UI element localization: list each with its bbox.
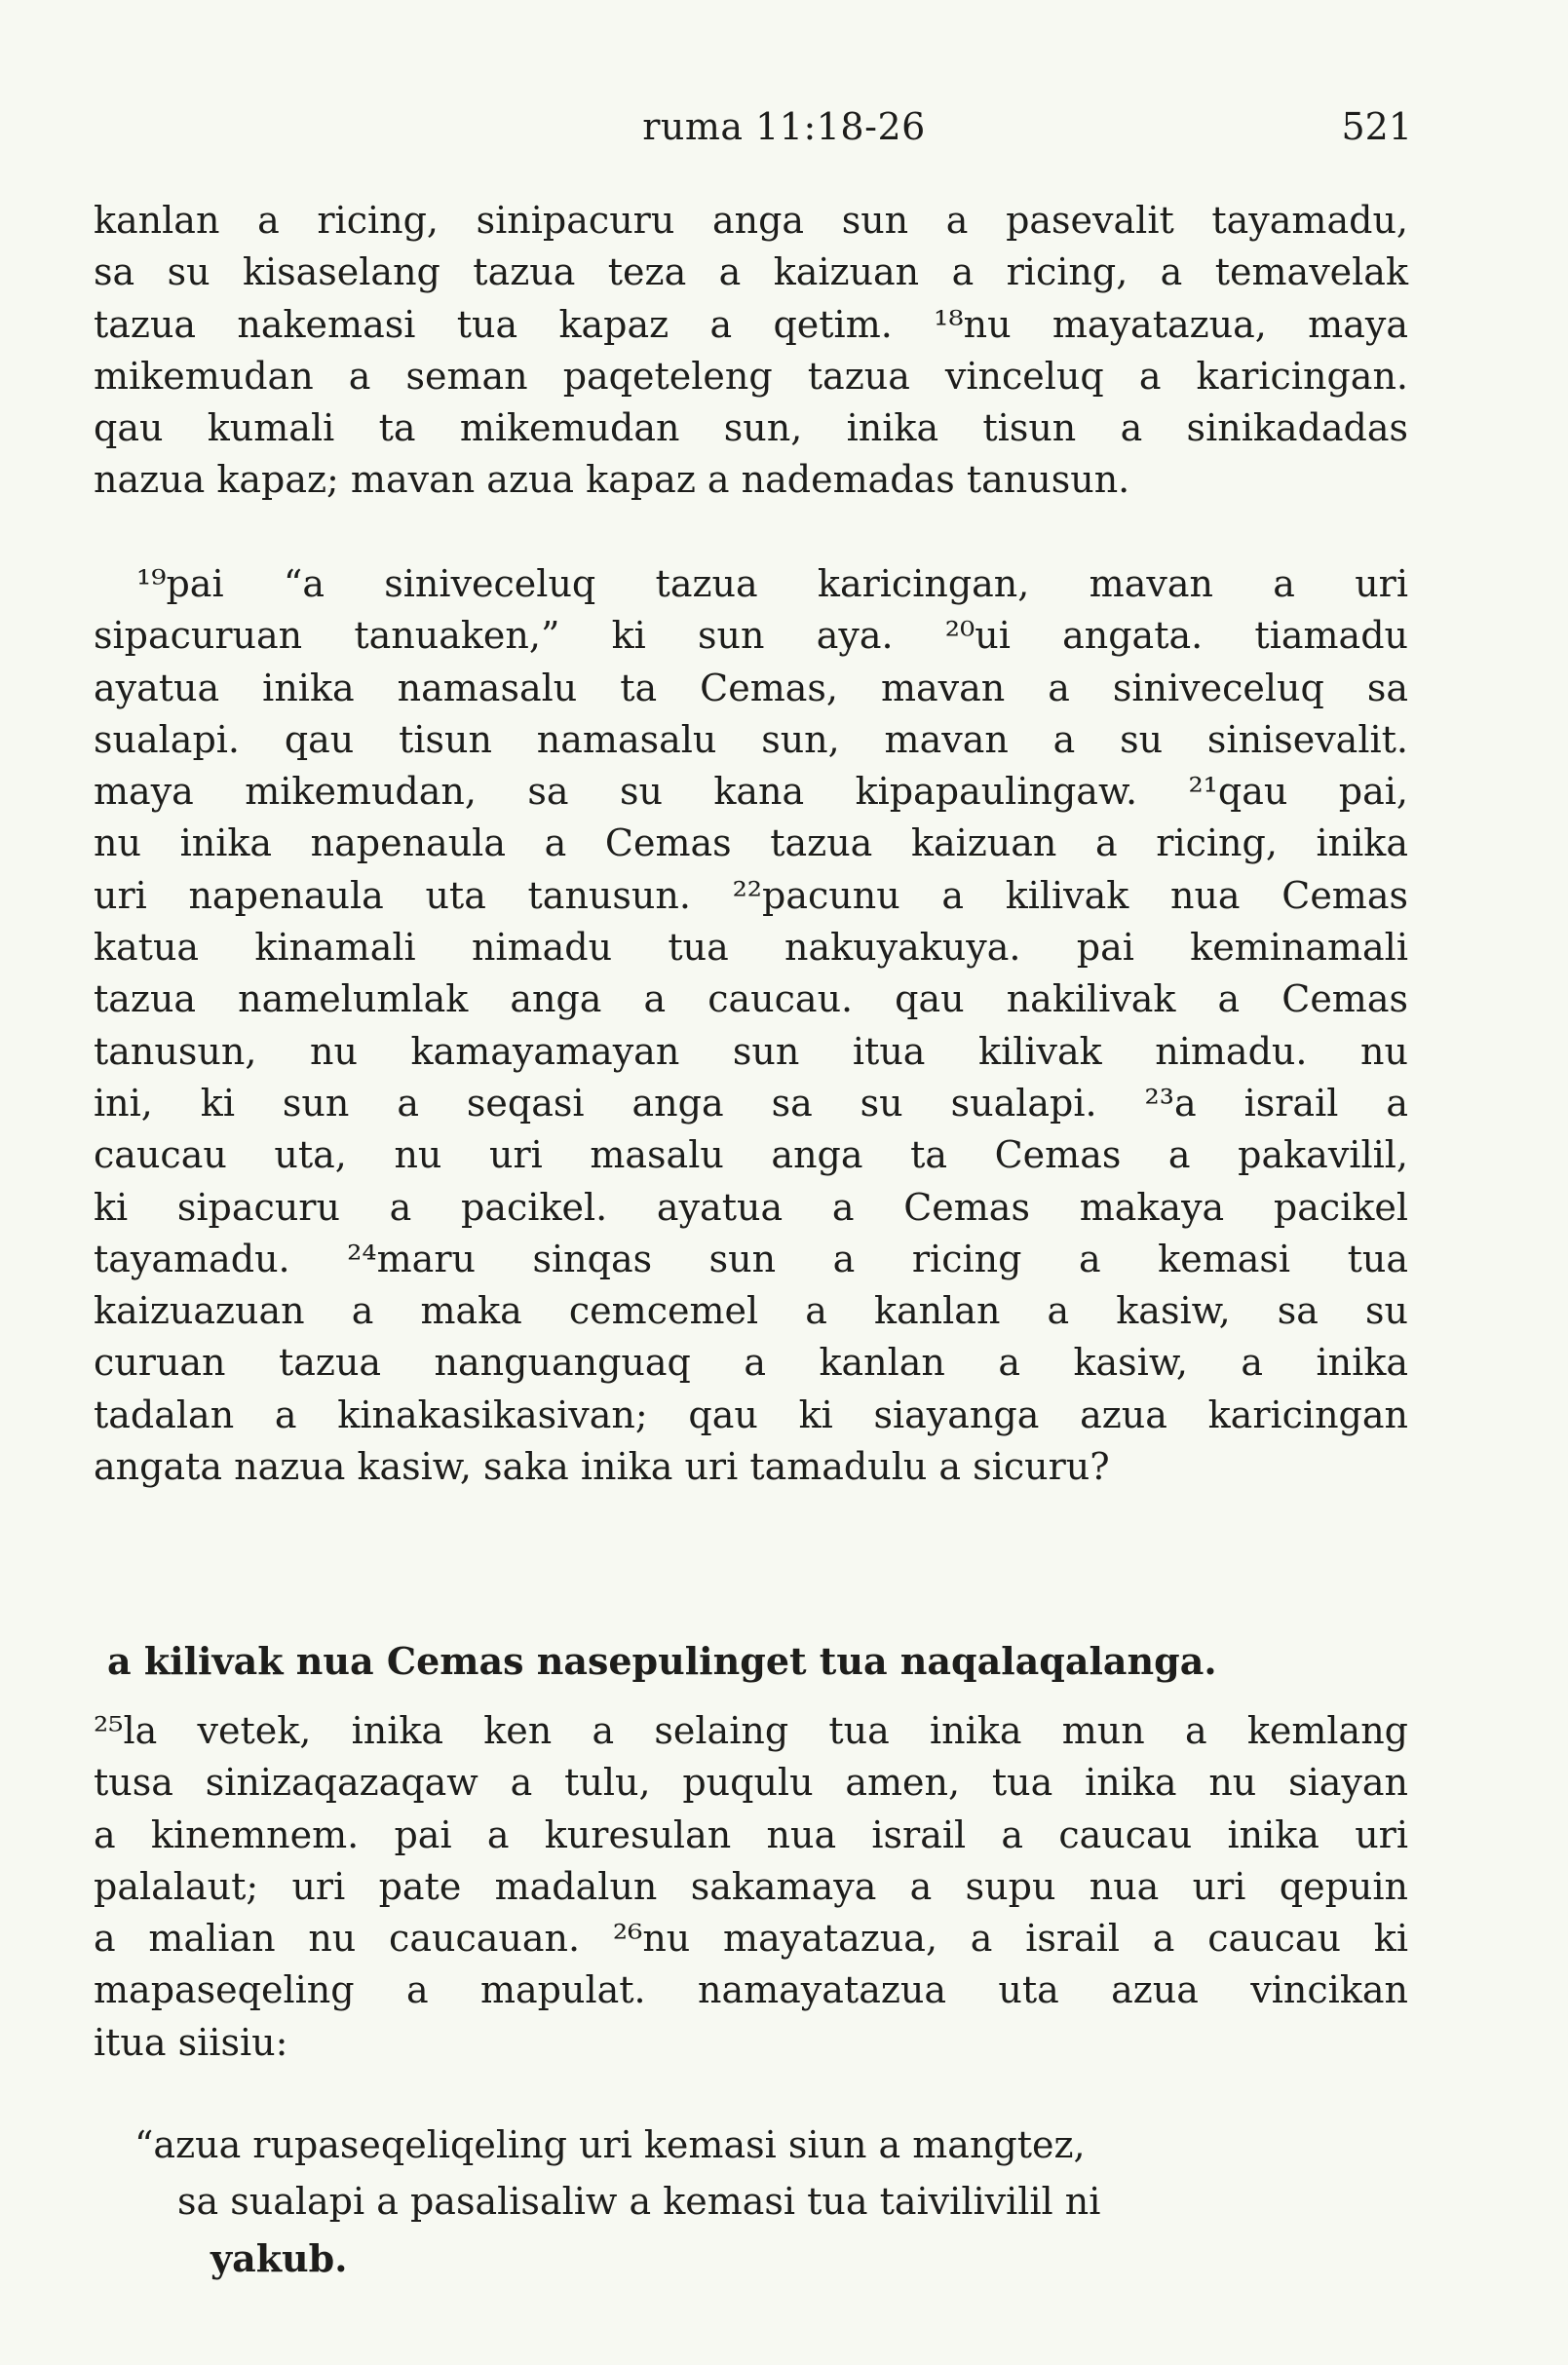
text-line: katua kinamali nimadu tua nakuyakuya. pai keminamali <box>94 926 1408 970</box>
text-line: ki sipacuru a pacikel. ayatua a Cemas makaya pacikel <box>94 1185 1408 1229</box>
text-line: mapaseqeling a mapulat. namayatazua uta azua vincikan <box>94 1968 1408 2012</box>
text-line: ayatua inika namasalu ta Cemas, mavan a siniveceluq sa <box>94 666 1408 709</box>
text-line: ²⁵la vetek, inika ken a selaing tua inika mun a kemlang <box>94 1709 1408 1752</box>
poetry-block <box>94 2119 1408 2305</box>
text-line: tayamadu. ²⁴maru sinqas sun a ricing a kemasi tua <box>94 1237 1408 1280</box>
text-line: tazua namelumlak anga a caucau. qau nakilivak a Cemas <box>94 977 1408 1021</box>
paragraph-1 <box>94 195 1408 507</box>
text-line: palalaut; uri pate madalun sakamaya a supu nua uri qepuin <box>94 1864 1408 1908</box>
text-line: mikemudan a seman paqeteleng tazua vinceluq a karicingan. <box>94 354 1408 398</box>
text-line: ¹⁹pai “a siniveceluq tazua karicingan, mavan a uri <box>136 562 1408 605</box>
running-head: ruma 11:18-26 <box>642 105 926 148</box>
text-line: itua siisiu: <box>94 2020 288 2064</box>
text-line: tadalan a kinakasikasivan; qau ki siayanga azua karicingan <box>94 1392 1408 1436</box>
paragraph-2 <box>94 558 1408 1493</box>
text-line: tanusun, nu kamayamayan sun itua kilivak nimadu. nu <box>94 1029 1408 1073</box>
text-line: tusa sinizaqazaqaw a tulu, puqulu amen, tua inika nu siayan <box>94 1761 1408 1805</box>
text-line: ini, ki sun a seqasi anga sa su sualapi. ²³a israil a <box>94 1081 1408 1125</box>
text-line: tazua nakemasi tua kapaz a qetim. ¹⁸nu mayatazua, maya <box>94 302 1408 346</box>
paragraph-3 <box>94 1705 1408 2069</box>
text-line: uri napenaula uta tanusun. ²²pacunu a kilivak nua Cemas <box>94 873 1408 917</box>
text-line: a malian nu caucauan. ²⁶nu mayatazua, a israil a caucau ki <box>94 1917 1408 1961</box>
text-line: maya mikemudan, sa su kana kipapaulingaw. ²¹qau pai, <box>94 770 1408 814</box>
text-line: curuan tazua nanguanguaq a kanlan a kasiw, a inika <box>94 1341 1408 1385</box>
page-header <box>0 105 1568 164</box>
text-line: angata nazua kasiw, saka inika uri tamadulu a sicuru? <box>94 1445 1110 1489</box>
text-line: a kinemnem. pai a kuresulan nua israil a caucau inika uri <box>94 1812 1408 1856</box>
page-number: 521 <box>1341 105 1412 148</box>
text-line: sualapi. qau tisun namasalu sun, mavan a su sinisevalit. <box>94 717 1408 761</box>
text-line: nu inika napenaula a Cemas tazua kaizuan a ricing, inika <box>94 821 1408 865</box>
poetry-line: yakub. <box>210 2236 348 2280</box>
text-line: kaizuazuan a maka cemcemel a kanlan a kasiw, sa su <box>94 1289 1408 1333</box>
poetry-line: “azua rupaseqeliqeling uri kemasi siun a mangtez, <box>134 2123 1086 2166</box>
text-line: qau kumali ta mikemudan sun, inika tisun a sinikadadas <box>94 406 1408 450</box>
text-line: sa su kisaselang tazua teza a kaizuan a ricing, a temavelak <box>94 250 1408 294</box>
text-line: kanlan a ricing, sinipacuru anga sun a pasevalit tayamadu, <box>94 199 1408 242</box>
text-line: caucau uta, nu uri masalu anga ta Cemas a pakavilil, <box>94 1133 1408 1177</box>
section-heading: a kilivak nua Cemas nasepulinget tua naqalaqalanga. <box>107 1639 1217 1683</box>
text-line: nazua kapaz; mavan azua kapaz a nademadas tanusun. <box>94 458 1130 502</box>
poetry-line: sa sualapi a pasalisaliw a kemasi tua taivilivilil ni <box>177 2180 1101 2223</box>
text-line: sipacuruan tanuaken,” ki sun aya. ²⁰ui angata. tiamadu <box>94 614 1408 658</box>
